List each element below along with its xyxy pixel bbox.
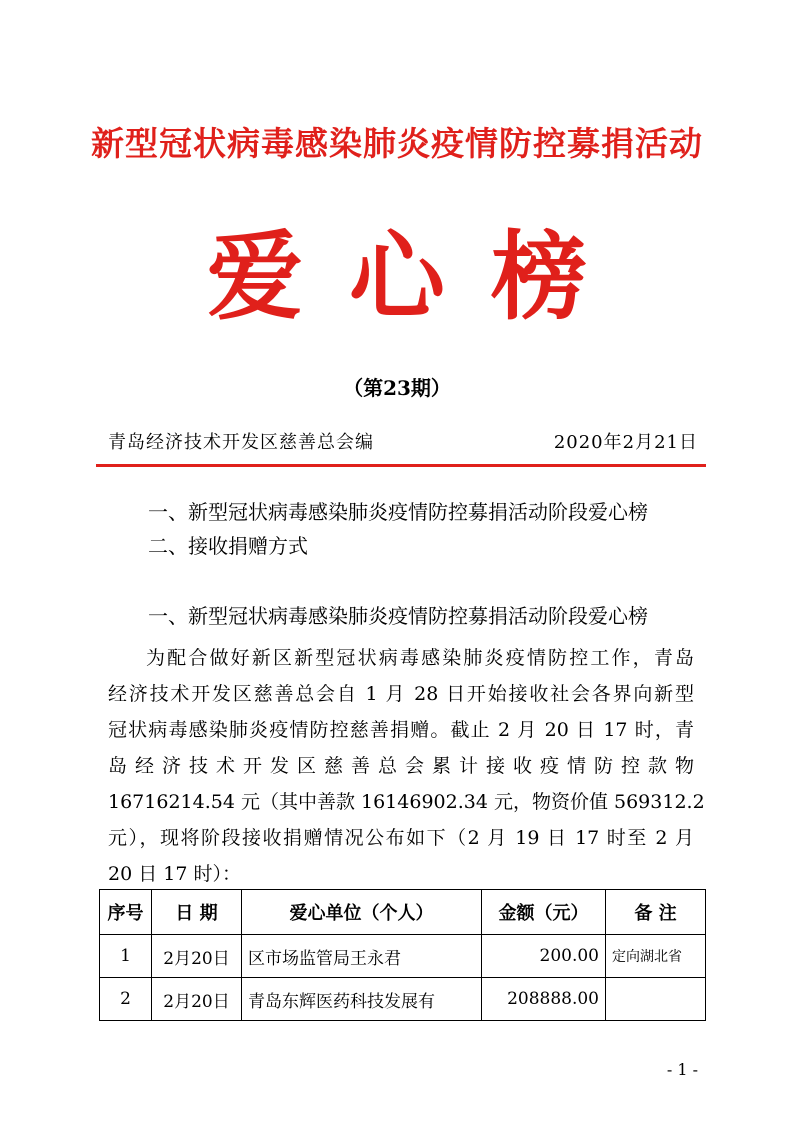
paragraph-line: 为配合做好新区新型冠状病毒感染肺炎疫情防控工作，青岛 — [146, 647, 694, 669]
cell-index: 1 — [100, 935, 152, 978]
toc-item-1: 一、新型冠状病毒感染肺炎疫情防控募捐活动阶段爱心榜 — [148, 500, 648, 524]
red-divider — [96, 464, 706, 467]
toc-item-2: 二、接收捐赠方式 — [148, 534, 308, 558]
header-donor: 爱心单位（个人） — [242, 890, 482, 935]
paragraph-line: 16716214.54 元（其中善款 16146902.34 元，物资价值 569312.2 — [108, 791, 705, 813]
cell-amount: 208888.00 — [482, 978, 606, 1021]
editor-line: 青岛经济技术开发区慈善总会编 — [108, 432, 374, 453]
big-title: 爱心榜 — [207, 220, 633, 333]
cell-note: 定向湖北省 — [606, 935, 706, 978]
paragraph-line: 岛经济技术开发区慈善总会累计接收疫情防控款物 — [108, 755, 694, 777]
cell-amount: 200.00 — [482, 935, 606, 978]
cell-date: 2月20日 — [152, 978, 242, 1021]
cell-donor: 区市场监管局王永君 — [242, 935, 482, 978]
paragraph-line: 冠状病毒感染肺炎疫情防控慈善捐赠。截止 2 月 20 日 17 时，青 — [108, 719, 694, 741]
donation-table — [99, 889, 706, 1021]
cell-note — [606, 978, 706, 1021]
table-header-row — [100, 890, 706, 935]
header-amount: 金额（元） — [482, 890, 606, 935]
issue-number: （第23期） — [343, 376, 451, 400]
document-title: 新型冠状病毒感染肺炎疫情防控募捐活动 — [91, 124, 703, 163]
section-heading: 一、新型冠状病毒感染肺炎疫情防控募捐活动阶段爱心榜 — [148, 604, 648, 628]
publish-date: 2020年2月21日 — [553, 432, 698, 453]
header-date: 日 期 — [152, 890, 242, 935]
paragraph-line: 20 日 17 时）： — [108, 863, 241, 885]
table-row — [100, 935, 706, 978]
cell-index: 2 — [100, 978, 152, 1021]
header-index: 序号 — [100, 890, 152, 935]
cell-date: 2月20日 — [152, 935, 242, 978]
table-row — [100, 978, 706, 1021]
page-number: - 1 - — [666, 1060, 698, 1079]
paragraph-line: 元），现将阶段接收捐赠情况公布如下（2 月 19 日 17 时至 2 月 — [108, 827, 694, 849]
header-note: 备 注 — [606, 890, 706, 935]
cell-donor: 青岛东辉医药科技发展有 — [242, 978, 482, 1021]
paragraph-line: 经济技术开发区慈善总会自 1 月 28 日开始接收社会各界向新型 — [108, 683, 694, 705]
